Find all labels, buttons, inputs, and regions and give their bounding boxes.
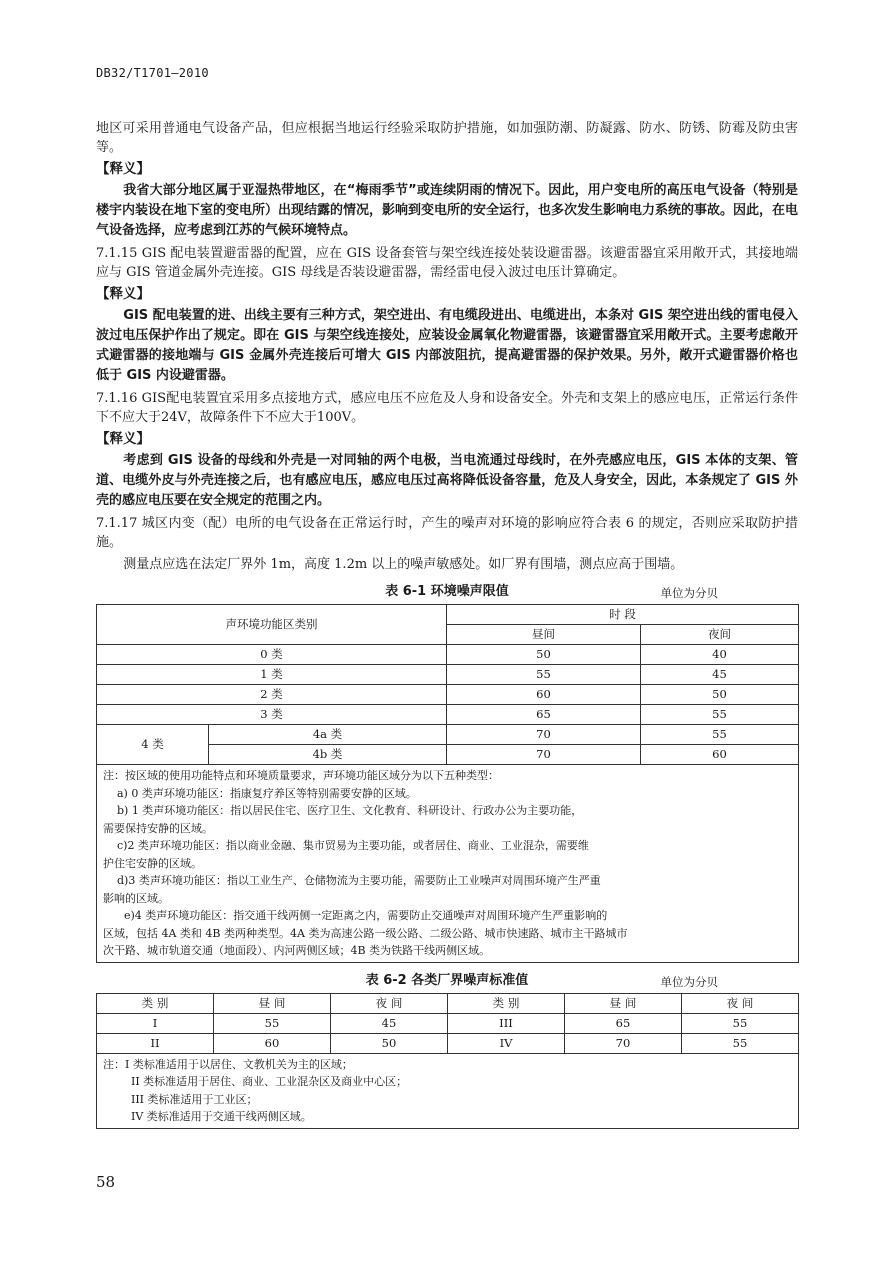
header-category: 声环境功能区类别 [97, 605, 447, 645]
cell: 45 [331, 1013, 448, 1033]
note-line: d)3 类声环境功能区：指以工业生产、仓储物流为主要功能，需要防止工业噪声对周围环境产生严重 [103, 874, 601, 887]
header-day: 昼 间 [565, 993, 682, 1013]
cell: 55 [214, 1013, 331, 1033]
cell-night: 55 [641, 725, 799, 745]
header-category: 类 别 [448, 993, 565, 1013]
note-line: 需要保持安静的区域。 [103, 821, 213, 835]
cell-day: 65 [447, 705, 641, 725]
document-code: DB32/T1701—2010 [96, 66, 209, 80]
cell-day: 60 [447, 685, 641, 705]
table-row [97, 1033, 799, 1053]
table-unit: 单位为分贝 [660, 974, 718, 989]
explanation-text: GIS 配电装置的进、出线主要有三种方式，架空进出、有电缆段进出、电缆进出，本条对 GIS 架空进出线的雷电侵入波过电压保护作出了规定。即在 GIS 与架空线连接处，应装设金属氧化物避雷器，该避雷器宜采用敞开式。主要考虑敞开式避雷器的接地端与 GIS 金属外壳连接后可增大 GIS 内部波阻抗，提高避雷器的保护效果。另外，敞开式避雷器价格也低于 GIS 内设避雷器。 [96, 308, 798, 383]
table-title: 表 6-2 各类厂界噪声标准值 [365, 972, 529, 988]
page-content [96, 119, 798, 1129]
header-category: 类 别 [97, 993, 214, 1013]
cell-day: 70 [447, 725, 641, 745]
explanation-label: 【释义】 [96, 161, 150, 177]
cell: 60 [214, 1033, 331, 1053]
header-night: 夜 间 [331, 993, 448, 1013]
cell-night: 60 [641, 745, 799, 765]
cell-subcategory: 4b 类 [209, 745, 447, 765]
note-line: b) 1 类声环境功能区：指以居民住宅、医疗卫生、文化教育、科研设计、行政办公为主要功能， [103, 804, 583, 817]
header-night: 夜间 [641, 625, 799, 645]
table-note [97, 765, 799, 963]
header-period: 时 段 [447, 605, 799, 625]
paragraph: 测量点应选在法定厂界外 1m，高度 1.2m 以上的噪声敏感处。如厂界有围墙，测点应高于围墙。 [123, 557, 684, 572]
cell-category: 3 类 [97, 705, 447, 725]
explanation-text: 考虑到 GIS 设备的母线和外壳是一对同轴的两个电极，当电流通过母线时，在外壳感应电压，GIS 本体的支架、管道、电缆外皮与外壳连接之后，也有感应电压，感应电压过高将降低设备容量，危及人身安全，因此，本条规定了 GIS 外壳的感应电压要在安全规定的范围之内。 [96, 453, 798, 508]
table-title: 表 6-1 环境噪声限值 [385, 584, 509, 599]
cell: II [97, 1033, 214, 1053]
table-row [97, 1013, 799, 1033]
table-6-2 [96, 993, 799, 1129]
cell-category-4: 4 类 [97, 725, 209, 765]
table-6-1-caption [96, 580, 798, 604]
note-line: III 类标准适用于工业区； [103, 1092, 258, 1106]
header-day: 昼 间 [214, 993, 331, 1013]
table-note [97, 1053, 799, 1128]
note-line: 注：按区域的使用功能特点和环境质量要求，声环境功能区域分为以下五种类型： [103, 769, 499, 782]
table-row [97, 685, 799, 705]
note-line: 护住宅安静的区域。 [103, 856, 202, 870]
cell-category: 2 类 [97, 685, 447, 705]
clause-7-1-15: 7.1.15 GIS 配电装置避雷器的配置，应在 GIS 设备套管与架空线连接处装设避雷器。该避雷器宜采用敞开式，其接地端应与 GIS 管道金属外壳连接。GIS 母线是否装设避雷器，需经雷电侵入波过电压计算确定。 [96, 246, 798, 280]
note-line: 注：I 类标准适用于以居住、文教机关为主的区域； [103, 1057, 353, 1071]
cell-night: 50 [641, 685, 799, 705]
explanation-text: 我省大部分地区属于亚湿热带地区，在“梅雨季节”或连续阴雨的情况下。因此，用户变电所的高压电气设备（特别是楼宇内装设在地下室的变电所）出现结露的情况，影响到变电所的安全运行，也多次发生影响电力系统的事故。因此，在电气设备选择，应考虑到江苏的气候环境特点。 [96, 183, 799, 238]
table-6-2-caption [96, 969, 798, 993]
header-day: 昼间 [447, 625, 641, 645]
header-night: 夜 间 [682, 993, 799, 1013]
cell: I [97, 1013, 214, 1033]
page-number: 58 [96, 1173, 116, 1191]
table-row [97, 705, 799, 725]
cell-day: 55 [447, 665, 641, 685]
cell: 55 [682, 1033, 799, 1053]
note-line: IV 类标准适用于交通干线两侧区域。 [103, 1110, 312, 1123]
table-row [97, 645, 799, 665]
cell-night: 55 [641, 705, 799, 725]
cell: IV [448, 1033, 565, 1053]
note-line: 次干路、城市轨道交通（地面段）、内河两侧区域；4B 类为铁路干线两侧区域。 [103, 944, 491, 957]
cell-category: 1 类 [97, 665, 447, 685]
note-line: e)4 类声环境功能区：指交通干线两侧一定距离之内，需要防止交通噪声对周围环境产生严重影响的 [103, 909, 608, 922]
cell-subcategory: 4a 类 [209, 725, 447, 745]
cell: 70 [565, 1033, 682, 1053]
cell-day: 50 [447, 645, 641, 665]
table-6-1 [96, 604, 799, 963]
clause-7-1-17: 7.1.17 城区内变（配）电所的电气设备在正常运行时，产生的噪声对环境的影响应符合表 6 的规定，否则应采取防护措施。 [96, 516, 798, 550]
cell-day: 70 [447, 745, 641, 765]
explanation-label: 【释义】 [96, 431, 150, 447]
cell-category: 0 类 [97, 645, 447, 665]
table-row [97, 725, 799, 745]
cell: 55 [682, 1013, 799, 1033]
note-line: a) 0 类声环境功能区：指康复疗养区等特别需要安静的区域。 [103, 786, 417, 800]
cell-night: 45 [641, 665, 799, 685]
cell-night: 40 [641, 645, 799, 665]
note-line: c)2 类声环境功能区：指以商业金融、集市贸易为主要功能，或者居住、商业、工业混杂，需要维 [103, 839, 589, 852]
paragraph: 地区可采用普通电气设备产品，但应根据当地运行经验采取防护措施，如加强防潮、防凝露、防水、防锈、防霉及防虫害等。 [96, 121, 798, 155]
note-line: II 类标准适用于居住、商业、工业混杂区及商业中心区； [103, 1075, 408, 1088]
table-unit: 单位为分贝 [660, 586, 718, 600]
note-line: 影响的区域。 [103, 891, 169, 905]
cell: 50 [331, 1033, 448, 1053]
cell: III [448, 1013, 565, 1033]
cell: 65 [565, 1013, 682, 1033]
table-row [97, 665, 799, 685]
clause-7-1-16: 7.1.16 GIS配电装置宜采用多点接地方式，感应电压不应危及人身和设备安全。外壳和支架上的感应电压，正常运行条件下不应大于24V，故障条件下不应大于100V。 [96, 391, 798, 425]
note-line: 区域，包括 4A 类和 4B 类两种类型。4A 类为高速公路一级公路、二级公路、城市快速路、城市主干路城市 [103, 926, 628, 940]
explanation-label: 【释义】 [96, 286, 150, 302]
